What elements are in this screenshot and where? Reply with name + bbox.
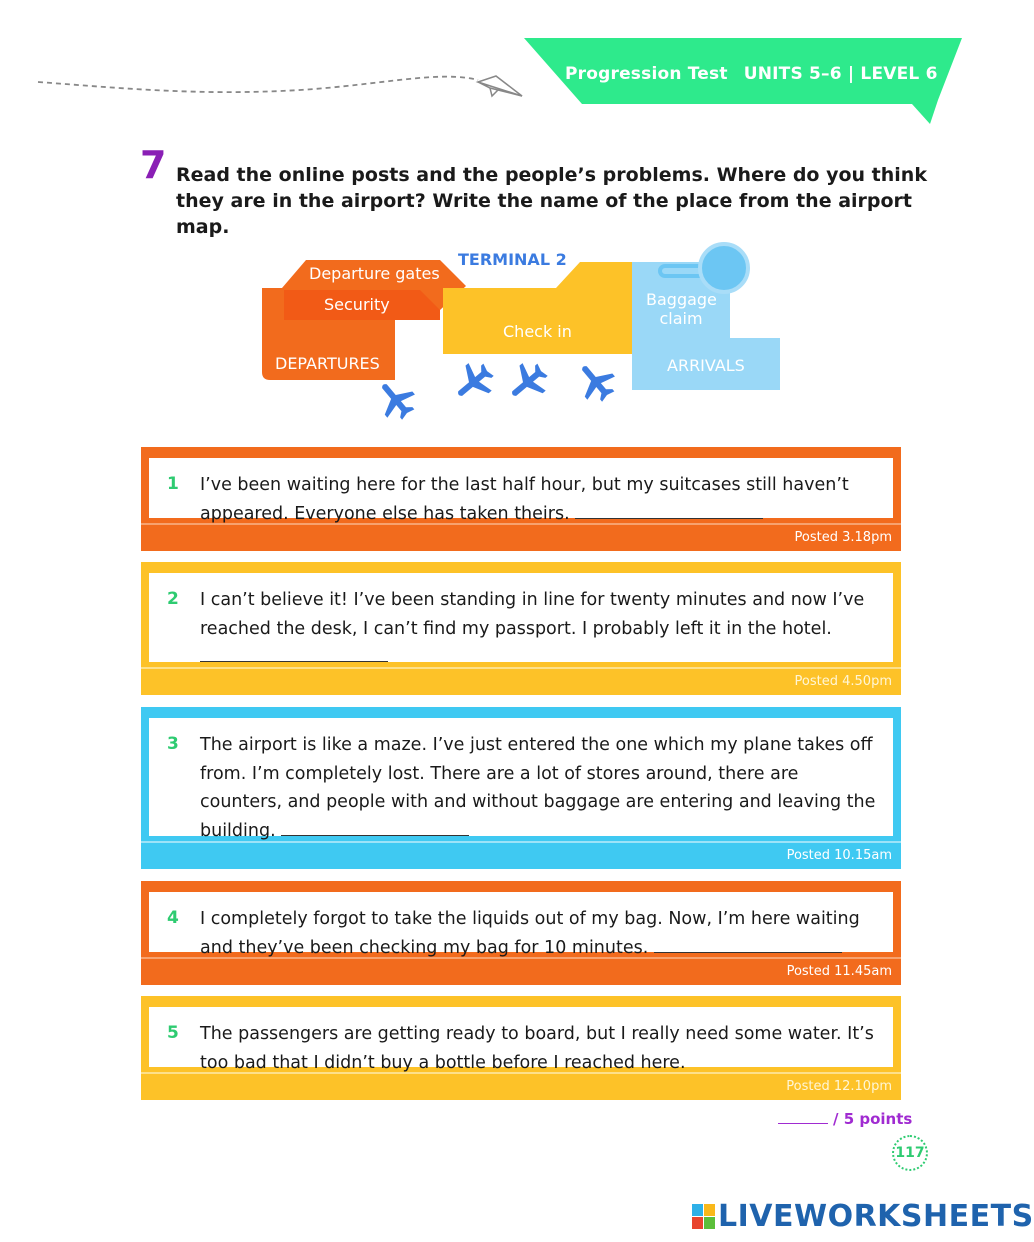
- liveworksheets-brand[interactable]: [692, 1199, 1034, 1234]
- departure-gates-label: Departure gates: [309, 264, 440, 283]
- post-text: I can’t believe it! I’ve been standing in line for twenty minutes and now I’ve reached the desk, I can’t find my passport. I probably left it in the hotel.: [200, 590, 865, 639]
- terminal-label: TERMINAL 2: [458, 250, 567, 269]
- post-number: 4: [167, 908, 179, 928]
- post-number: 3: [167, 734, 179, 754]
- post-text: The airport is like a maze. I’ve just entered the one which my plane takes off from. I’m completely lost. There are a lot of stores around, there are counters, and people with and without baggage are entering and leaving the building.: [200, 735, 876, 841]
- security-label: Security: [324, 295, 390, 314]
- post-time: Posted 3.18pm: [794, 530, 892, 545]
- post-3: [141, 707, 901, 869]
- flight-path-decoration: [0, 40, 540, 110]
- test-name: Progression Test: [565, 64, 728, 84]
- baggage-claim-line1: Baggage: [646, 290, 717, 309]
- check-in-label: Check in: [503, 322, 572, 341]
- header-title: [565, 64, 938, 84]
- departures-label: DEPARTURES: [275, 354, 380, 373]
- units-level: UNITS 5–6 | LEVEL 6: [743, 64, 938, 84]
- post-time: Posted 11.45am: [786, 964, 892, 979]
- post-2: [141, 562, 901, 695]
- post-number: 5: [167, 1023, 179, 1043]
- post-1: [141, 447, 901, 551]
- airplane-icon: [501, 356, 554, 409]
- post-5: [141, 996, 901, 1100]
- airport-map: [240, 230, 800, 430]
- baggage-claim-label: [646, 290, 716, 328]
- post-text: The passengers are getting ready to board, but I really need some water. It’s too bad that I didn’t buy a bottle before I reached here.: [200, 1024, 874, 1073]
- post-4: [141, 881, 901, 985]
- brand-name: LIVEWORKSHEETS: [718, 1199, 1034, 1234]
- paper-plane-icon: [478, 76, 522, 96]
- post-time: Posted 4.50pm: [794, 674, 892, 689]
- answer-blank-3[interactable]: [281, 819, 469, 836]
- score-text: / 5 points: [833, 1110, 913, 1128]
- baggage-claim-line2: claim: [659, 309, 703, 328]
- answer-blank-4[interactable]: [654, 936, 842, 953]
- airplane-icon: [569, 355, 622, 408]
- exercise-number: 7: [140, 143, 167, 187]
- answer-blank-1[interactable]: [575, 502, 763, 519]
- page-number: 117: [892, 1135, 928, 1171]
- post-number: 1: [167, 474, 179, 494]
- airplane-icon: [447, 356, 500, 409]
- score-blank[interactable]: [778, 1123, 828, 1124]
- answer-blank-2[interactable]: [200, 645, 388, 662]
- airplane-icon: [369, 373, 422, 426]
- post-text: I completely forgot to take the liquids out of my bag. Now, I’m here waiting and they’ve been checking my bag for 10 minutes.: [200, 909, 860, 958]
- post-text: I’ve been waiting here for the last half hour, but my suitcases still haven’t appeared. Everyone else has taken theirs.: [200, 475, 849, 524]
- score: [778, 1110, 912, 1128]
- liveworksheets-logo-icon: [692, 1204, 716, 1230]
- post-time: Posted 10.15am: [786, 848, 892, 863]
- exercise-instruction: Read the online posts and the people’s problems. Where do you think they are in the airport? Write the name of the place from the airport map.: [176, 164, 927, 238]
- airplanes: [369, 355, 622, 426]
- post-number: 2: [167, 589, 179, 609]
- arrivals-label: ARRIVALS: [667, 356, 745, 375]
- post-time: Posted 12.10pm: [786, 1079, 892, 1094]
